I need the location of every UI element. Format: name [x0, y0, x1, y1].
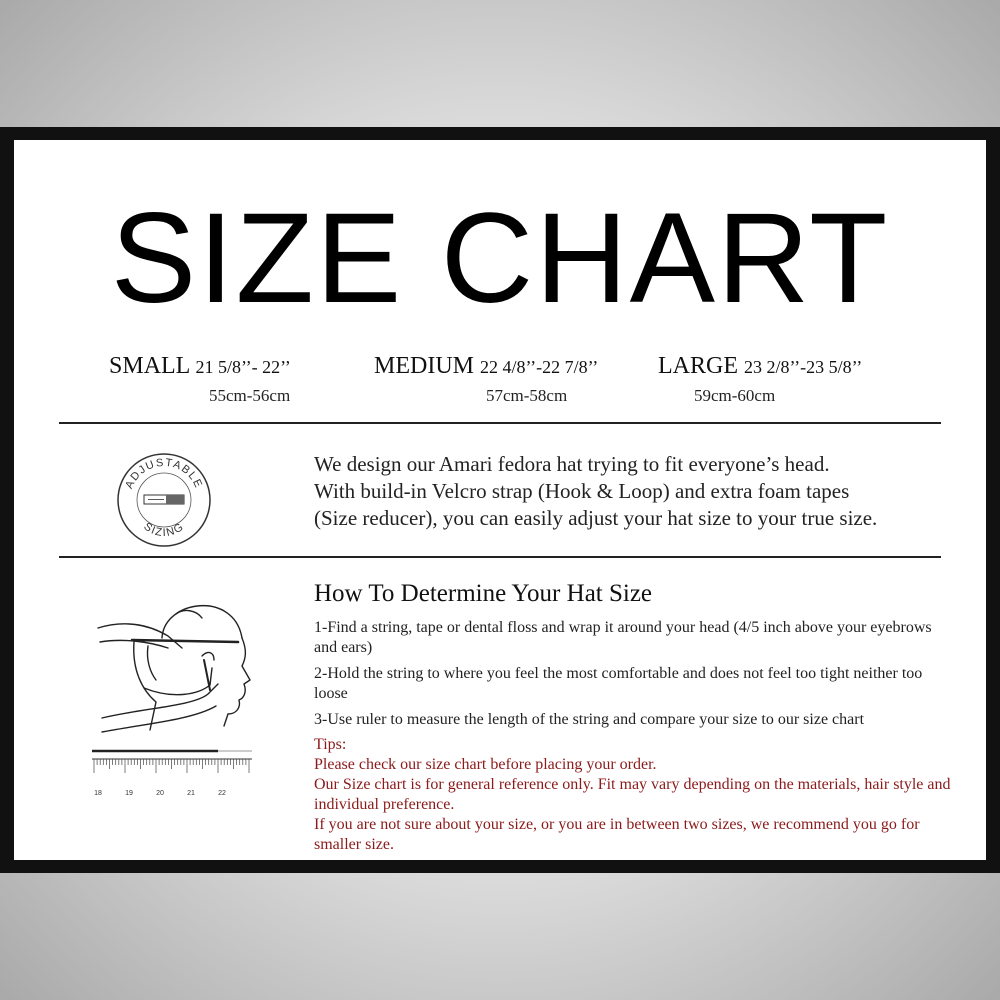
stamp-bottom-text: SIZING [141, 520, 187, 540]
how-to-steps [314, 618, 954, 736]
svg-text:SIZING [141, 521, 186, 540]
how-to-title: How To Determine Your Hat Size [314, 580, 653, 607]
page-title: SIZE CHART [110, 187, 890, 330]
size-cm: 57cm-58cm [486, 386, 568, 405]
size-name: SMALL [109, 353, 190, 379]
divider [59, 556, 941, 558]
chart-panel [14, 140, 986, 860]
ruler-icon [90, 747, 260, 802]
chart-frame [0, 127, 1000, 873]
step-item: 1-Find a string, tape or dental floss and wrap it around your head (4/5 inch above your eyebrows and ears) [314, 619, 932, 656]
adjustable-line-1: We design our Amari fedora hat trying to fit everyone’s head. [314, 452, 830, 476]
tips-section [314, 735, 954, 855]
divider [59, 422, 941, 424]
ruler-label: 21 [187, 790, 195, 797]
adjustable-description [314, 451, 954, 532]
ruler-label: 22 [218, 790, 226, 797]
tips-line: Please check our size chart before placing your order. [314, 756, 657, 773]
size-cm: 55cm-56cm [209, 386, 291, 405]
size-inches: 21 5/8’’- 22’’ [195, 357, 291, 377]
stamp-top-text: ADJUSTABLE [123, 456, 205, 491]
size-medium [374, 353, 598, 406]
tips-line: If you are not sure about your size, or you are in between two sizes, we recommend you go for smaller size. [314, 816, 920, 853]
tips-line: Our Size chart is for general reference only. Fit may vary depending on the materials, hair style and individual preference. [314, 776, 951, 813]
step-item: 3-Use ruler to measure the length of the string and compare your size to our size chart [314, 711, 865, 728]
tips-label: Tips: [314, 736, 347, 753]
size-name: LARGE [658, 353, 738, 379]
size-cm: 59cm-60cm [694, 386, 776, 405]
adjustable-line-2: With build-in Velcro strap (Hook & Loop) and extra foam tapes [314, 479, 850, 503]
ruler-label: 20 [156, 790, 164, 797]
size-inches: 22 4/8’’-22 7/8’’ [480, 357, 599, 377]
adjustable-line-3: (Size reducer), you can easily adjust your hat size to your true size. [314, 506, 878, 530]
ruler-label: 19 [125, 790, 133, 797]
size-inches: 23 2/8’’-23 5/8’’ [744, 357, 863, 377]
ruler-label: 18 [94, 790, 102, 797]
adjustable-sizing-stamp-icon [114, 450, 214, 550]
size-small [109, 353, 291, 406]
svg-text:ADJUSTABLE [123, 457, 204, 491]
size-large [658, 353, 862, 406]
step-item: 2-Hold the string to where you feel the most comfortable and does not feel too tight neither too loose [314, 665, 923, 702]
size-name: MEDIUM [374, 353, 474, 379]
